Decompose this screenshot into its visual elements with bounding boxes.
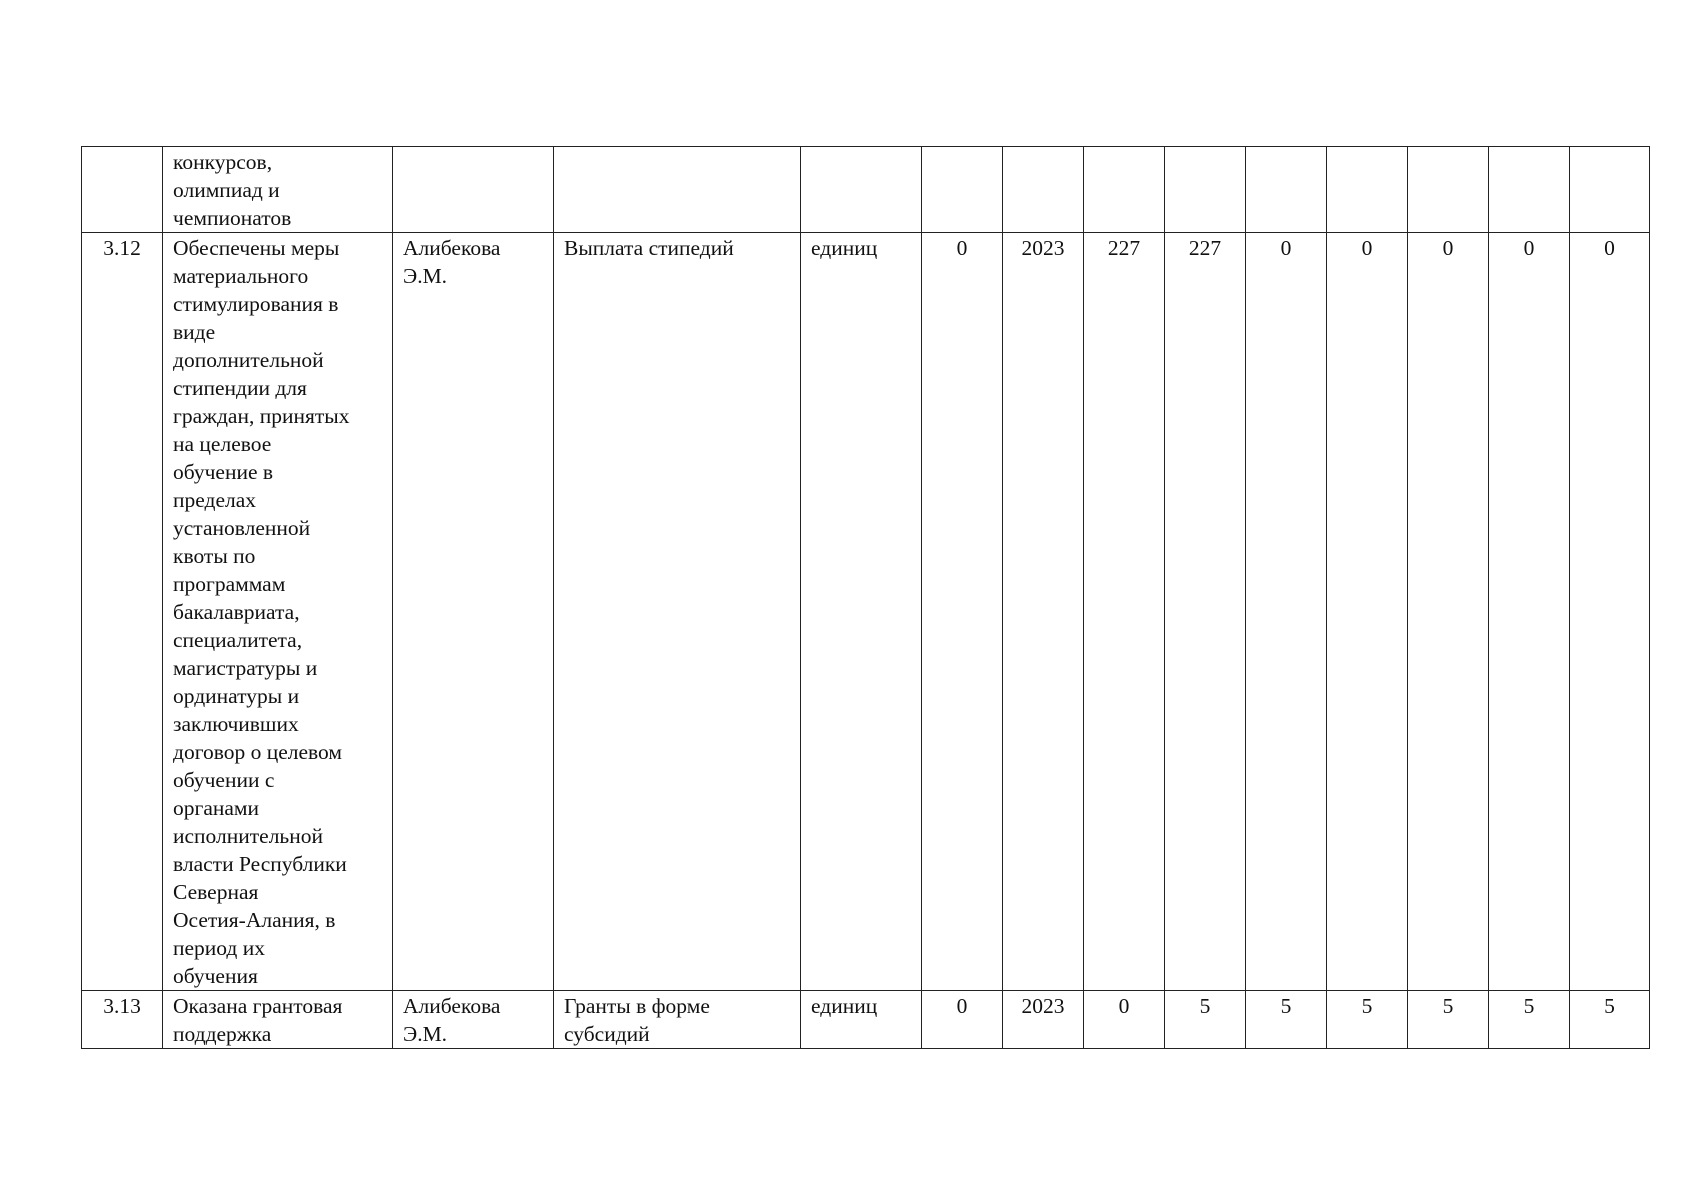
responsible-cell: Алибекова Э.М. [393,233,554,991]
unit-cell: единиц [801,233,922,991]
value-cell: 5 [1408,991,1489,1049]
value-cell: 5 [1165,991,1246,1049]
indicator-cell: Гранты в форме субсидий [554,991,801,1049]
value-cell [922,147,1003,233]
table-row [82,991,1650,1049]
value-cell [1003,147,1084,233]
unit-cell: единиц [801,991,922,1049]
value-cell: 0 [1408,233,1489,991]
value-cell: 2023 [1003,991,1084,1049]
table-row [82,147,1650,233]
indicator-cell: Выплата стипедий [554,233,801,991]
measure-name-cell: Обеспечены меры материального стимулирования в виде дополнительной стипендии для граждан, принятых на целевое обучение в пределах установленной квоты по программам бакалавриата, специалитета, магистратуры и ординатуры и заключивших договор о целевом обучении с органами исполнительной власти Республики Северная Осетия-Алания, в период их обучения [163,233,393,991]
measure-name-cell: конкурсов, олимпиад и чемпионатов [163,147,393,233]
value-cell: 5 [1489,991,1570,1049]
value-cell: 5 [1327,991,1408,1049]
unit-cell [801,147,922,233]
row-number: 3.13 [82,991,163,1049]
value-cell [1165,147,1246,233]
row-number: 3.12 [82,233,163,991]
value-cell: 0 [922,991,1003,1049]
value-cell [1489,147,1570,233]
measures-table [81,146,1650,1049]
responsible-cell: Алибекова Э.М. [393,991,554,1049]
value-cell [1327,147,1408,233]
value-cell: 227 [1084,233,1165,991]
value-cell: 0 [1246,233,1327,991]
value-cell [1084,147,1165,233]
responsible-cell [393,147,554,233]
row-number [82,147,163,233]
value-cell [1408,147,1489,233]
value-cell: 0 [1570,233,1650,991]
table-row [82,233,1650,991]
value-cell: 0 [922,233,1003,991]
value-cell [1570,147,1650,233]
table-body [82,147,1650,1049]
measure-name-cell: Оказана грантовая поддержка [163,991,393,1049]
indicator-cell [554,147,801,233]
value-cell: 227 [1165,233,1246,991]
value-cell: 5 [1246,991,1327,1049]
value-cell: 0 [1084,991,1165,1049]
value-cell: 5 [1570,991,1650,1049]
value-cell: 0 [1489,233,1570,991]
value-cell: 2023 [1003,233,1084,991]
value-cell [1246,147,1327,233]
value-cell: 0 [1327,233,1408,991]
